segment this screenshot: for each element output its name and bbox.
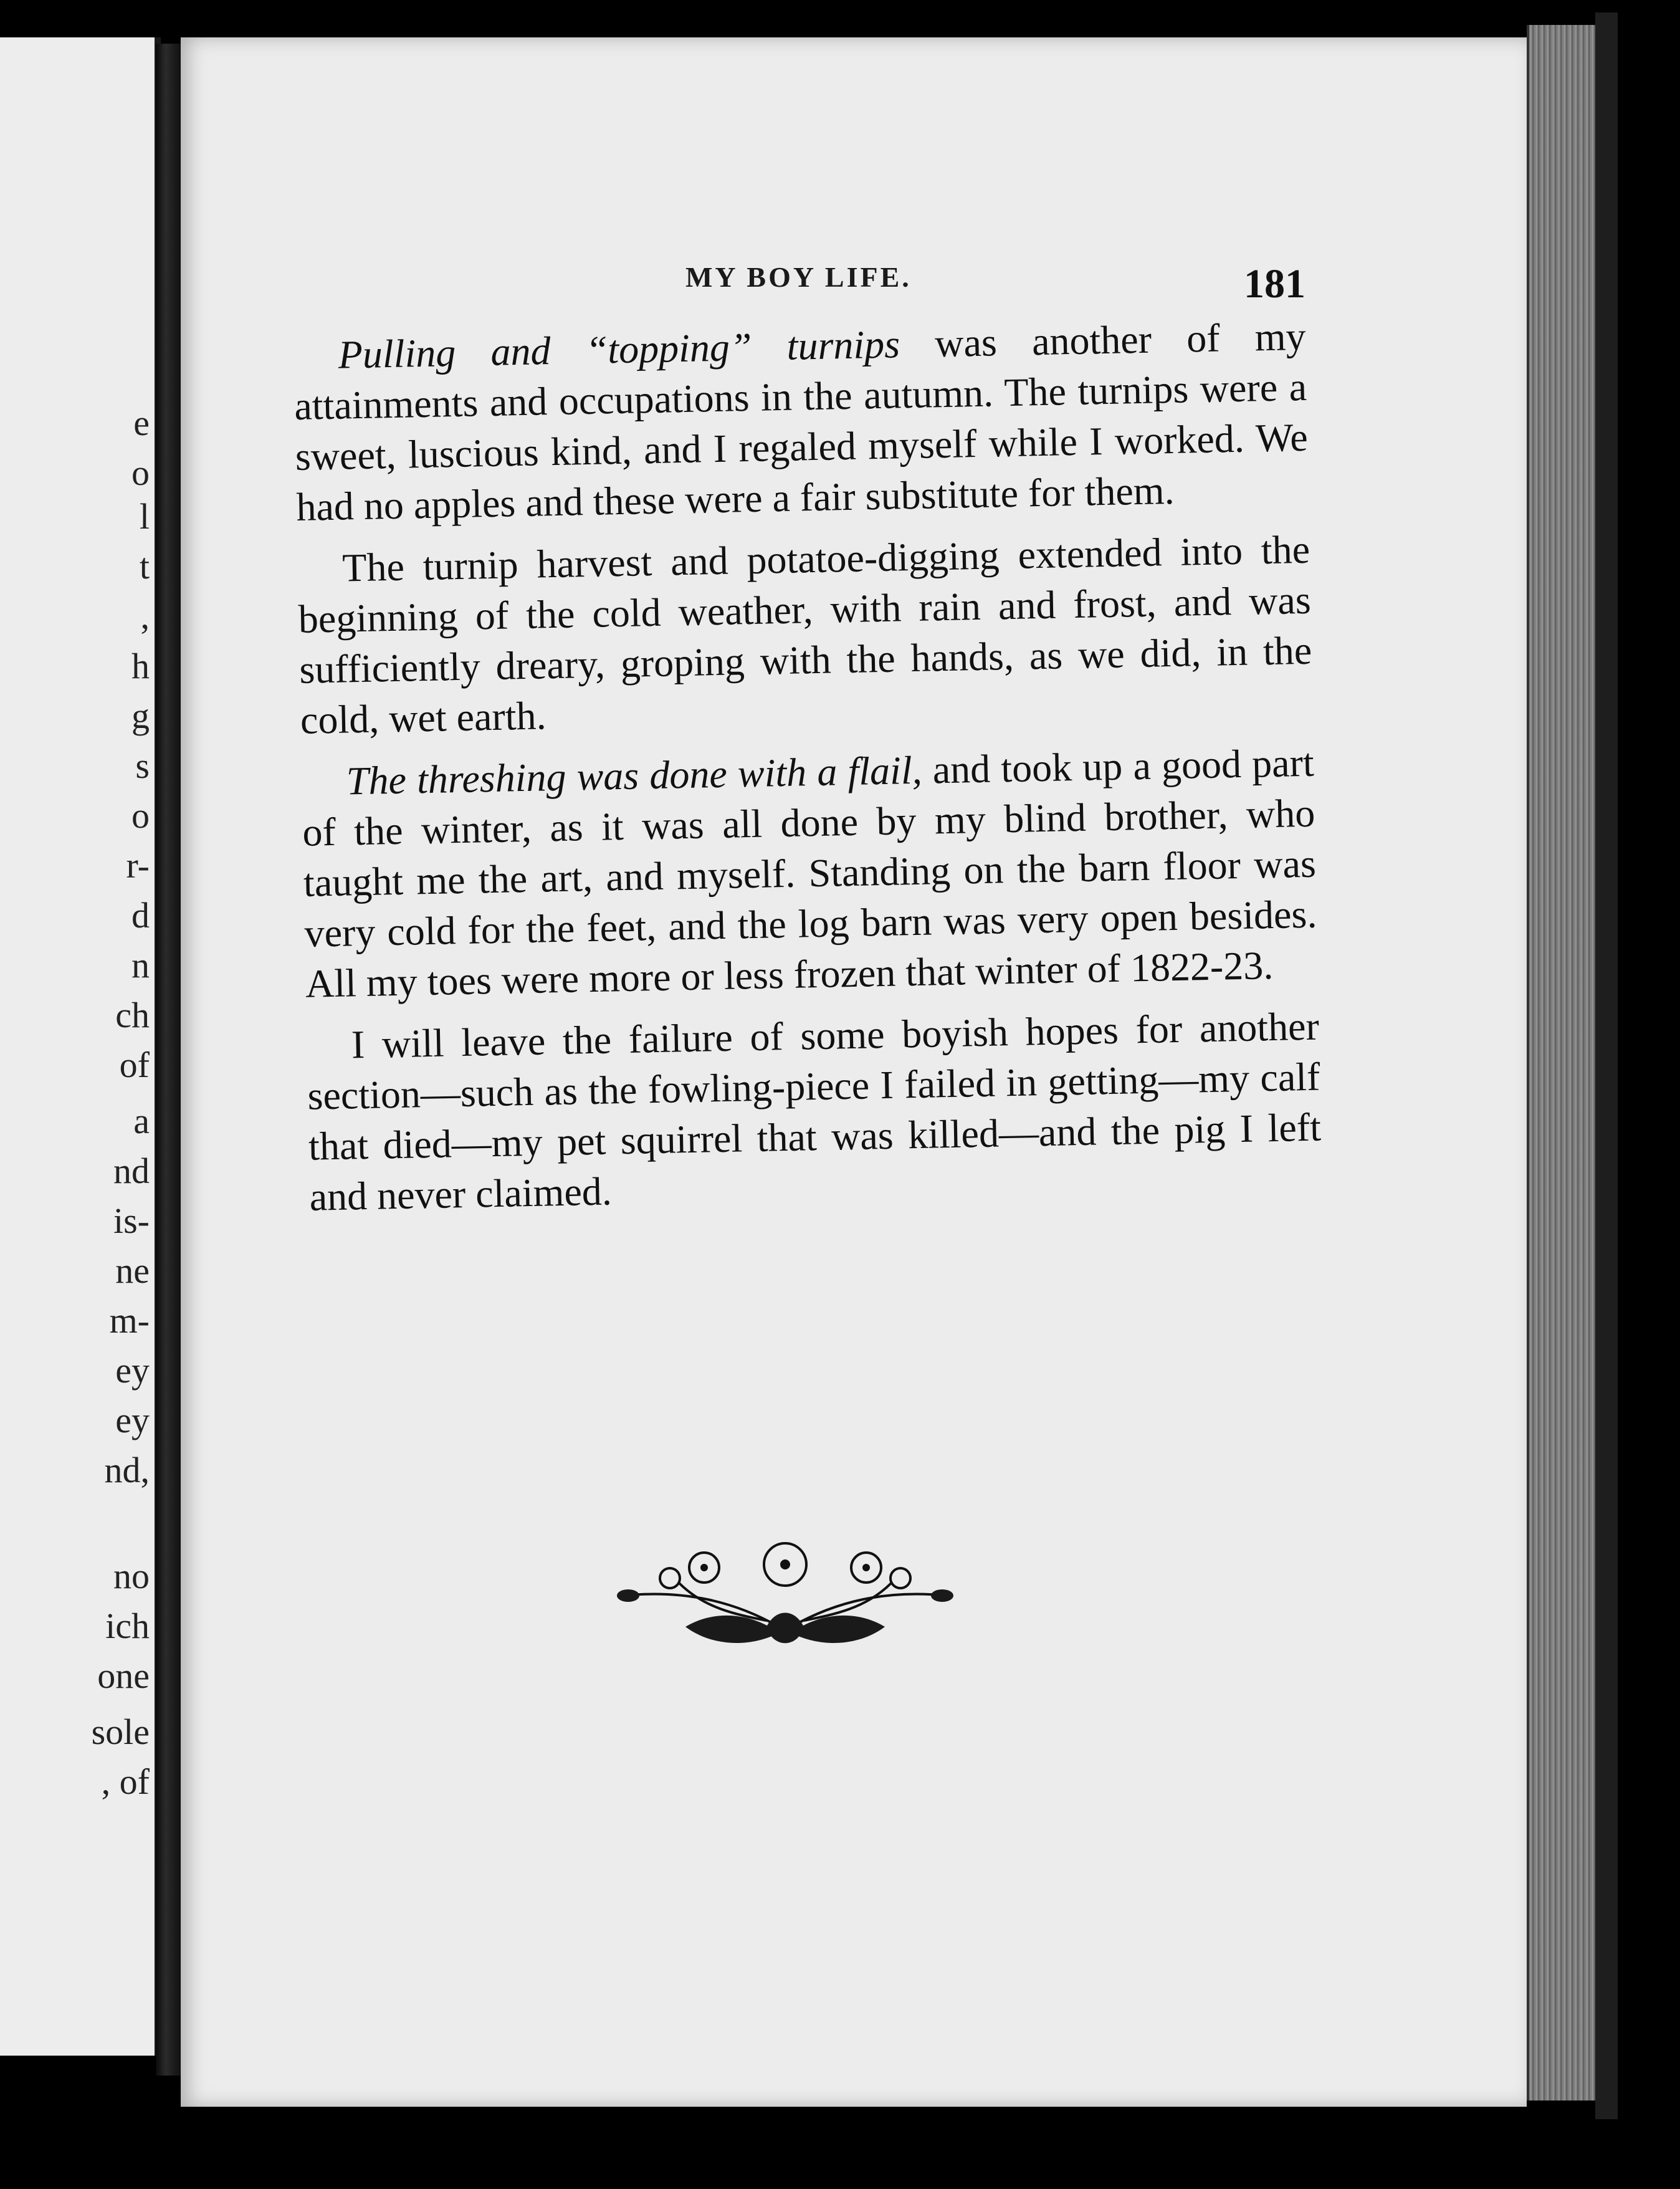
left-margin-fragment: n (131, 945, 150, 985)
left-margin-fragment: ch (115, 995, 150, 1035)
left-margin-fragment: nd, (104, 1450, 150, 1490)
left-margin-fragment: ich (105, 1606, 150, 1646)
left-margin-fragment: sole (91, 1712, 150, 1752)
left-margin-fragment: l (139, 496, 150, 537)
left-margin-fragment: , (140, 596, 150, 636)
left-margin-fragment: of (119, 1045, 150, 1085)
paragraph (293, 311, 1309, 532)
left-margin-fragment: r- (126, 845, 150, 886)
cover-edge (1595, 12, 1618, 2119)
paragraph-body: was another of my attainments and occupations in the autumn. The turnips were a sweet, luscious kind, and I regaled myself while I worked. We had no apples and these were a fair substitute for them. (294, 314, 1309, 529)
floral-tailpiece-icon (611, 1533, 960, 1658)
left-margin-fragment: a (133, 1101, 150, 1141)
paragraph-body: The turnip harvest and potatoe-digging extended into the beginning of the cold weather, with rain and frost, and was sufficiently dreary, groping with the hands, as we did, in the cold, wet earth. (298, 527, 1312, 742)
left-margin-fragment: s (135, 745, 150, 786)
paragraph-body: I will leave the failure of some boyish hopes for another section—such as the fowling-piece I failed in getting—my calf that died—my pet squirrel that was killed—and the pig I left and never claimed. (307, 1003, 1322, 1219)
facing-left-page (0, 37, 161, 2056)
left-margin-fragment: d (131, 895, 150, 936)
page-block-edges (1527, 25, 1598, 2100)
paragraph-lead: Pulling and “topping” turnips (338, 322, 900, 377)
paragraph-lead: The threshing was done with a flail, (346, 747, 923, 803)
left-margin-fragment: ey (115, 1350, 150, 1391)
body-text (293, 311, 1323, 1233)
page-number: 181 (1244, 261, 1305, 307)
paragraph (306, 1001, 1322, 1222)
left-margin-fragment: no (113, 1556, 150, 1596)
left-margin-fragment: m- (109, 1300, 150, 1341)
left-margin-fragment: g (131, 696, 150, 736)
running-head: MY BOY LIFE. (685, 261, 912, 293)
left-margin-fragment: o (131, 795, 150, 836)
left-margin-fragment: ne (115, 1250, 150, 1291)
left-margin-fragment: t (139, 546, 150, 587)
book-gutter (156, 44, 181, 2076)
left-margin-fragment: , of (101, 1761, 150, 1802)
left-margin-fragment: o (131, 453, 150, 493)
paragraph-body: and took up a good part of the winter, as it was all done by my blind brother, who taught me the art, and myself. Standing on the barn floor was very cold for the feet, and the log barn was very open besides. All my toes were more or less frozen that winter of 1822-23. (302, 740, 1317, 1006)
left-margin-fragment: is- (113, 1200, 150, 1241)
paragraph (297, 524, 1314, 745)
left-margin-fragment: ey (115, 1400, 150, 1440)
left-margin-fragment: one (97, 1655, 150, 1696)
left-margin-fragment: e (133, 403, 150, 443)
left-margin-fragment: nd (113, 1151, 150, 1191)
left-margin-fragment: h (131, 646, 150, 686)
paragraph (301, 737, 1318, 1009)
